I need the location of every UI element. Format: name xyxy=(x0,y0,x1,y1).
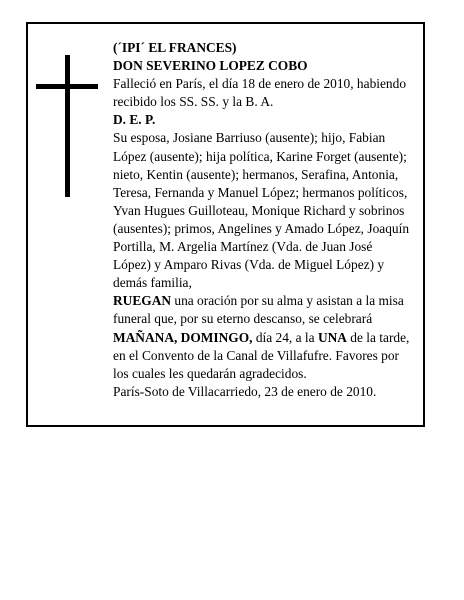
death-line: recibido los SS. SS. y la B. A. xyxy=(113,94,274,110)
cross-vertical-bar xyxy=(65,55,70,197)
rest-in-peace: D. E. P. xyxy=(113,112,156,128)
family-line: nieto, Kentin (ausente); hermanos, Serafina, Antonia, xyxy=(113,166,399,182)
funeral-day: MAÑANA, DOMINGO, xyxy=(113,329,253,345)
family-line: (ausentes); primos, Angelines y Amado López, Joaquín xyxy=(113,220,410,236)
family-line: López (ausente); hija política, Karine Forget (ausente); xyxy=(113,148,407,164)
family-line: Yvan Hugues Guilloteau, Monique Richard y sobrinos xyxy=(113,202,405,218)
request-line xyxy=(113,329,423,347)
funeral-hour: UNA xyxy=(317,329,347,345)
request-text: una oración por su alma y asistan a la misa xyxy=(171,293,404,309)
request-line: en el Convento de la Canal de Villafufre. Favores por xyxy=(113,347,400,363)
family-line: demás familia, xyxy=(113,275,192,291)
family-line: Su esposa, Josiane Barriuso (ausente); hijo, Fabian xyxy=(113,130,386,146)
cross-horizontal-bar xyxy=(36,84,98,89)
family-line: López) y Amparo Rivas (Vda. de Miguel López) y xyxy=(113,257,385,273)
request-text: día 24, a la xyxy=(252,329,318,345)
family-line: Portilla, M. Argelia Martínez (Vda. de Juan José xyxy=(113,239,373,255)
request-text: de la tarde, xyxy=(346,329,410,345)
place-date: París-Soto de Villacarriedo, 23 de enero de 2010. xyxy=(113,383,377,399)
cross-icon xyxy=(36,55,98,197)
request-line: funeral que, por su eterno descanso, se celebrará xyxy=(113,311,373,327)
deceased-nickname: (´IPI´ EL FRANCES) xyxy=(113,40,237,55)
family-line: Teresa, Fernanda y Manuel López; hermanos políticos, xyxy=(113,184,408,200)
deceased-name: DON SEVERINO LOPEZ COBO xyxy=(113,58,308,74)
death-line: Falleció en París, el día 18 de enero de 2010, habiendo xyxy=(113,76,407,92)
request-line xyxy=(113,292,423,310)
request-verb: RUEGAN xyxy=(113,293,172,309)
obituary-text xyxy=(113,39,423,401)
request-line: los cuales les quedarán agradecidos. xyxy=(113,365,307,381)
